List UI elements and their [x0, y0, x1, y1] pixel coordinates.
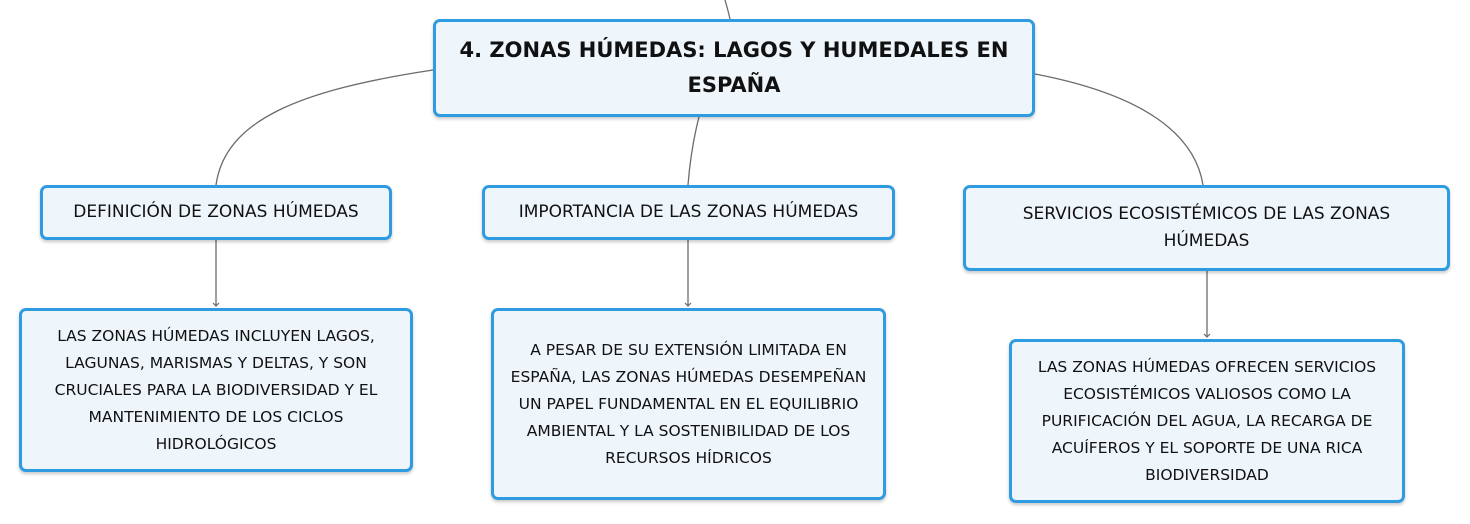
topic-node-label: IMPORTANCIA DE LAS ZONAS HÚMEDAS — [518, 202, 859, 222]
topic-node-importancia[interactable] — [482, 185, 895, 240]
connector-root-to-topic-3 — [1035, 74, 1203, 185]
detail-node-definicion[interactable] — [19, 308, 413, 472]
topic-node-label: DEFINICIÓN DE ZONAS HÚMEDAS — [73, 202, 359, 222]
topic-node-label: SERVICIOS ECOSISTÉMICOS DE LAS ZONAS HÚMEDAS — [1022, 204, 1391, 251]
root-node-title: 4. ZONAS HÚMEDAS: LAGOS Y HUMEDALES EN ESPAÑA — [459, 38, 1009, 97]
topic-node-servicios[interactable] — [963, 185, 1450, 271]
detail-node-servicios[interactable] — [1009, 339, 1405, 503]
detail-node-text: LAS ZONAS HÚMEDAS INCLUYEN LAGOS, LAGUNAS, MARISMAS Y DELTAS, Y SON CRUCIALES PARA LA BIODIVERSIDAD Y EL MANTENIMIENTO DE LOS CICLOS HIDROLÓGICOS — [54, 326, 378, 453]
root-node[interactable] — [433, 19, 1035, 117]
detail-node-importancia[interactable] — [491, 308, 886, 500]
detail-node-text: LAS ZONAS HÚMEDAS OFRECEN SERVICIOS ECOSISTÉMICOS VALIOSOS COMO LA PURIFICACIÓN DEL AGUA, LA RECARGA DE ACUÍFEROS Y EL SOPORTE DE UNA RICA BIODIVERSIDAD — [1037, 357, 1377, 484]
detail-node-text: A PESAR DE SU EXTENSIÓN LIMITADA EN ESPAÑA, LAS ZONAS HÚMEDAS DESEMPEÑAN UN PAPEL FUNDAMENTAL EN EL EQUILIBRIO AMBIENTAL Y LA SOSTENIBILIDAD DE LOS RECURSOS HÍDRICOS — [510, 340, 867, 467]
topic-node-definicion[interactable] — [40, 185, 392, 240]
connector-parent-to-root — [725, 0, 730, 19]
connector-root-to-topic-1 — [216, 70, 433, 185]
connector-root-to-topic-2 — [688, 117, 699, 185]
